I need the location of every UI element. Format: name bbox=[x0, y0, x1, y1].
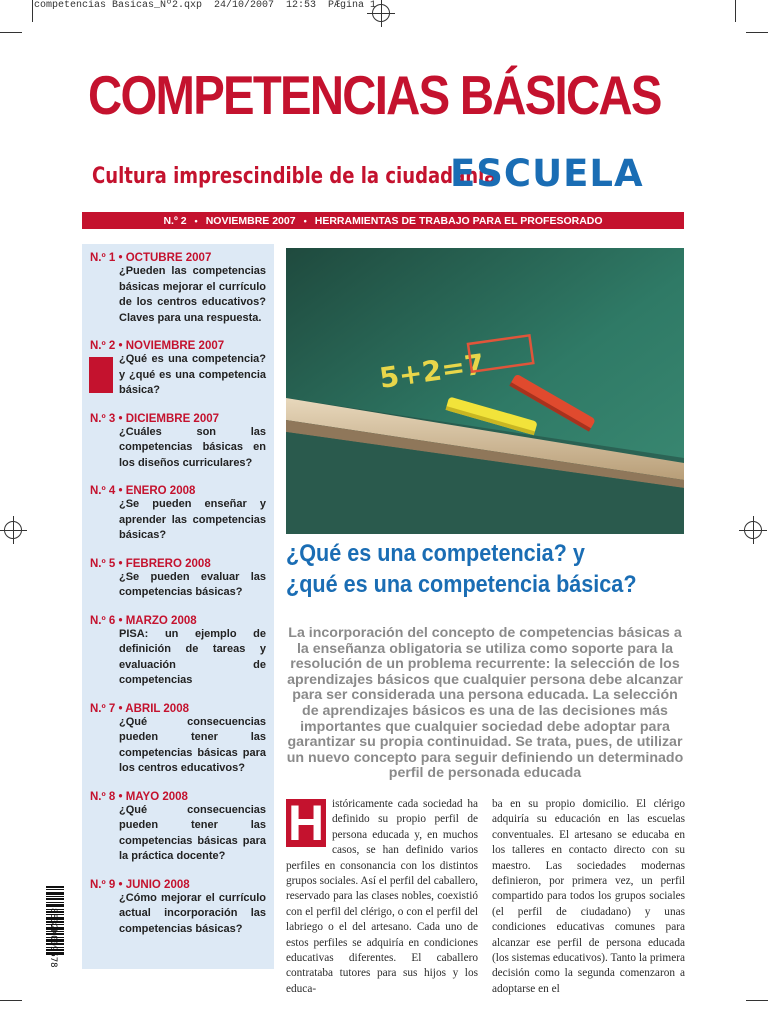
sidebar-item-text: ¿Cómo mejorar el currículo actual incorporación las competencias básicas? bbox=[119, 891, 266, 935]
registration-mark-icon bbox=[372, 4, 390, 22]
sidebar-item-heading: N.º 8 • MAYO 2008 bbox=[90, 790, 188, 803]
issue-bar bbox=[82, 212, 684, 229]
bullet-separator: • bbox=[303, 215, 307, 226]
article-headline bbox=[286, 538, 686, 600]
sidebar-item-text: ¿Cuáles son las competencias básicas en los diseños curriculares? bbox=[119, 425, 266, 469]
sidebar-item-heading: N.º 1 • OCTUBRE 2007 bbox=[90, 252, 212, 264]
crop-mark bbox=[0, 1000, 22, 1001]
body-column-2: ba en su propio domicilio. El clérigo adquiría su educación en las escuelas conventuales. El artesano se educaba en los talleres en contacto directo con su maestro. Las sociedades modernas definieron, por primera vez, un perfil compartido para todos los grupos sociales (el perfil de ciudadano) y unas condiciones educativas comunes para alcanzar ese perfil de persona educada (los sistemas educativos). Tanto la primera decisión como la segunda comenzaron a adoptarse en el bbox=[492, 798, 685, 995]
sidebar-item-8[interactable] bbox=[90, 791, 266, 865]
sidebar-item-4[interactable] bbox=[90, 485, 266, 544]
current-issue-marker bbox=[89, 357, 113, 393]
registration-mark-icon bbox=[4, 521, 22, 539]
sidebar-item-text: ¿Qué es una competencia? y ¿qué es una competencia básica? bbox=[119, 353, 266, 396]
barcode-number: 8832K009578 bbox=[48, 908, 58, 968]
issues-sidebar bbox=[82, 244, 274, 969]
sidebar-item-heading: N.º 2 • NOVIEMBRE 2007 bbox=[90, 340, 225, 352]
sidebar-item-heading: N.º 3 • DICIEMBRE 2007 bbox=[90, 412, 220, 425]
chalkboard-photo bbox=[286, 248, 684, 534]
sidebar-item-5[interactable] bbox=[90, 558, 266, 601]
body-column-1 bbox=[286, 797, 478, 997]
headline-line: ¿qué es una competencia básica? bbox=[286, 571, 637, 598]
masthead-title: COMPETENCIAS BÁSICAS bbox=[88, 64, 661, 126]
brand-logo: ESCUELA bbox=[450, 152, 644, 195]
issue-number: N.º 2 bbox=[163, 214, 187, 227]
crop-mark bbox=[746, 1000, 768, 1001]
sidebar-item-text: ¿Pueden las competencias básicas mejorar el currículo de los centros educativos? Claves para una respuesta. bbox=[119, 265, 266, 324]
chalkboard-photo-icon bbox=[286, 248, 684, 534]
article-lead: La incorporación del concepto de competencias básicas a la enseñanza obligatoria se utiliza como soporte para la resolución de un problema recurrente: la selección de los aprendizajes básicos que cualquier persona debe alcanzar para ser considerada una persona educada. La selección de aprendizajes básicos es una de las decisiones más importantes que cualquier sociedad debe adoptar para garantizar su propia continuidad. Se trata, pues, de utilizar un nuevo concepto para seguir definiendo un determinado perfil de personada educada bbox=[286, 625, 684, 782]
sidebar-item-text: ¿Qué consecuencias pueden tener las competencias básicas para los centros educativos? bbox=[119, 715, 266, 774]
sidebar-item-2[interactable] bbox=[90, 340, 266, 399]
issue-date: NOVIEMBRE 2007 bbox=[205, 214, 296, 227]
drop-cap: H bbox=[287, 795, 325, 851]
sidebar-item-1[interactable] bbox=[90, 252, 266, 326]
sidebar-item-heading: N.º 6 • MARZO 2008 bbox=[90, 614, 197, 627]
headline-line: ¿Qué es una competencia? y bbox=[286, 540, 585, 567]
crop-mark bbox=[0, 32, 22, 33]
sidebar-item-9[interactable] bbox=[90, 879, 266, 938]
sidebar-item-7[interactable] bbox=[90, 703, 266, 777]
bullet-separator: • bbox=[194, 215, 198, 226]
print-slug: competencias Basicas_Nº2.qxp 24/10/2007 12:53 PÆgina 1 bbox=[34, 0, 377, 11]
registration-mark-icon bbox=[744, 521, 762, 539]
masthead-subtitle: Cultura imprescindible de la ciudadanía bbox=[92, 164, 497, 189]
sidebar-item-heading: N.º 5 • FEBRERO 2008 bbox=[90, 557, 211, 570]
crop-mark bbox=[32, 0, 33, 22]
sidebar-item-text: ¿Se pueden evaluar las competencias básicas? bbox=[119, 570, 266, 598]
issue-section: HERRAMIENTAS DE TRABAJO PARA EL PROFESORADO bbox=[314, 214, 603, 227]
sidebar-item-3[interactable] bbox=[90, 413, 266, 472]
sidebar-item-heading: N.º 9 • JUNIO 2008 bbox=[90, 878, 190, 891]
sidebar-item-text: PISA: un ejemplo de definición de tareas y evaluación de competencias bbox=[119, 627, 266, 686]
sidebar-item-6[interactable] bbox=[90, 615, 266, 689]
sidebar-item-heading: N.º 7 • ABRIL 2008 bbox=[90, 702, 189, 715]
crop-mark bbox=[735, 0, 736, 22]
sidebar-item-text: ¿Se pueden enseñar y aprender las competencias básicas? bbox=[119, 498, 266, 541]
sidebar-item-text: ¿Qué consecuencias pueden tener las competencias básicas para la práctica docente? bbox=[119, 803, 266, 862]
crop-mark bbox=[746, 32, 768, 33]
sidebar-item-heading: N.º 4 • ENERO 2008 bbox=[90, 485, 196, 497]
chalk-equation: 5+2=7 bbox=[377, 347, 487, 395]
body-text: istóricamente cada sociedad ha definido su propio perfil de persona educada y, en muchos casos, se han definido varios perfiles en consonancia con los distintos grupos sociales. Así el perfil del caballero, reservado para las clases nobles, coexistió con el perfil del clérigo, o con el perfil del labriego o el del artesano. Cada uno de estos perfiles se adquiría en condiciones educativas diferentes. El caballero contrataba tutores para sus hijos y los educa- bbox=[286, 798, 478, 995]
